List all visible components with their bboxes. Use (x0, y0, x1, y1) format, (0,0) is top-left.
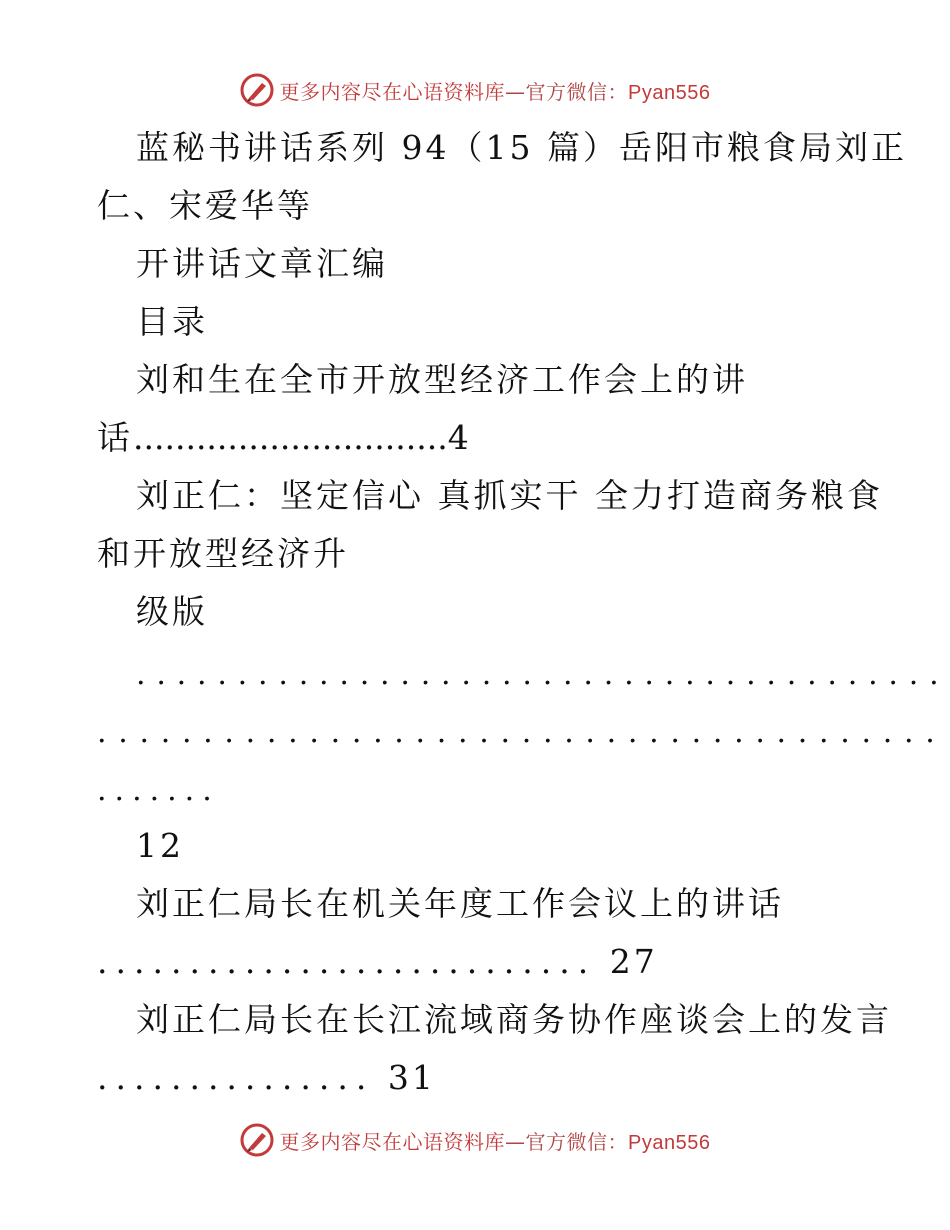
toc-entry-2-title-cont: 和开放型经济升 (97, 534, 349, 573)
toc-entry-2-leader-3: ....... (97, 773, 220, 808)
toc-entry-1-page: 4 (447, 418, 472, 457)
toc-heading: 目录 (136, 302, 208, 341)
toc-entry-4-page: 31 (387, 1058, 436, 1097)
toc-entry-2-page: 12 (136, 826, 184, 865)
toc-entry-1-title: 刘和生在全市开放型经济工作会上的讲 (136, 360, 748, 399)
toc-entry-3-leader-line (97, 942, 658, 982)
toc-entry-3-leader: ........................... (97, 942, 597, 981)
watermark-text: 更多内容尽在心语资料库—官方微信：Pyan556 (279, 79, 711, 104)
toc-entry-4-leader: ............... (97, 1058, 375, 1097)
toc-entry-1-leader: .............................. (133, 418, 448, 457)
doc-title-line-2: 仁、宋爱华等 (97, 186, 313, 225)
watermark-text: 更多内容尽在心语资料库—官方微信：Pyan556 (279, 1129, 711, 1154)
toc-entry-4-title: 刘正仁局长在长江流域商务协作座谈会上的发言 (136, 1000, 892, 1039)
toc-entry-3-title: 刘正仁局长在机关年度工作会议上的讲话 (136, 884, 784, 923)
watermark-banner-bottom (0, 1120, 950, 1160)
toc-entry-4-leader-line (97, 1058, 436, 1098)
pen-logo-icon (240, 1123, 274, 1157)
toc-entry-2-title-cont2: 级版 (136, 592, 208, 631)
toc-entry-2-leader-1: ........................................ (136, 657, 950, 692)
toc-entry-2-leader-2: ........................................ (97, 715, 947, 750)
toc-entry-1-title-cont: 话..............................4 (97, 418, 472, 457)
toc-entry-2-title: 刘正仁：坚定信心 真抓实干 全力打造商务粮食 (136, 476, 883, 515)
doc-title-line-3: 开讲话文章汇编 (136, 244, 388, 283)
toc-entry-3-page: 27 (609, 942, 658, 981)
doc-title-line-1: 蓝秘书讲话系列 94（15 篇）岳阳市粮食局刘正 (136, 128, 907, 167)
